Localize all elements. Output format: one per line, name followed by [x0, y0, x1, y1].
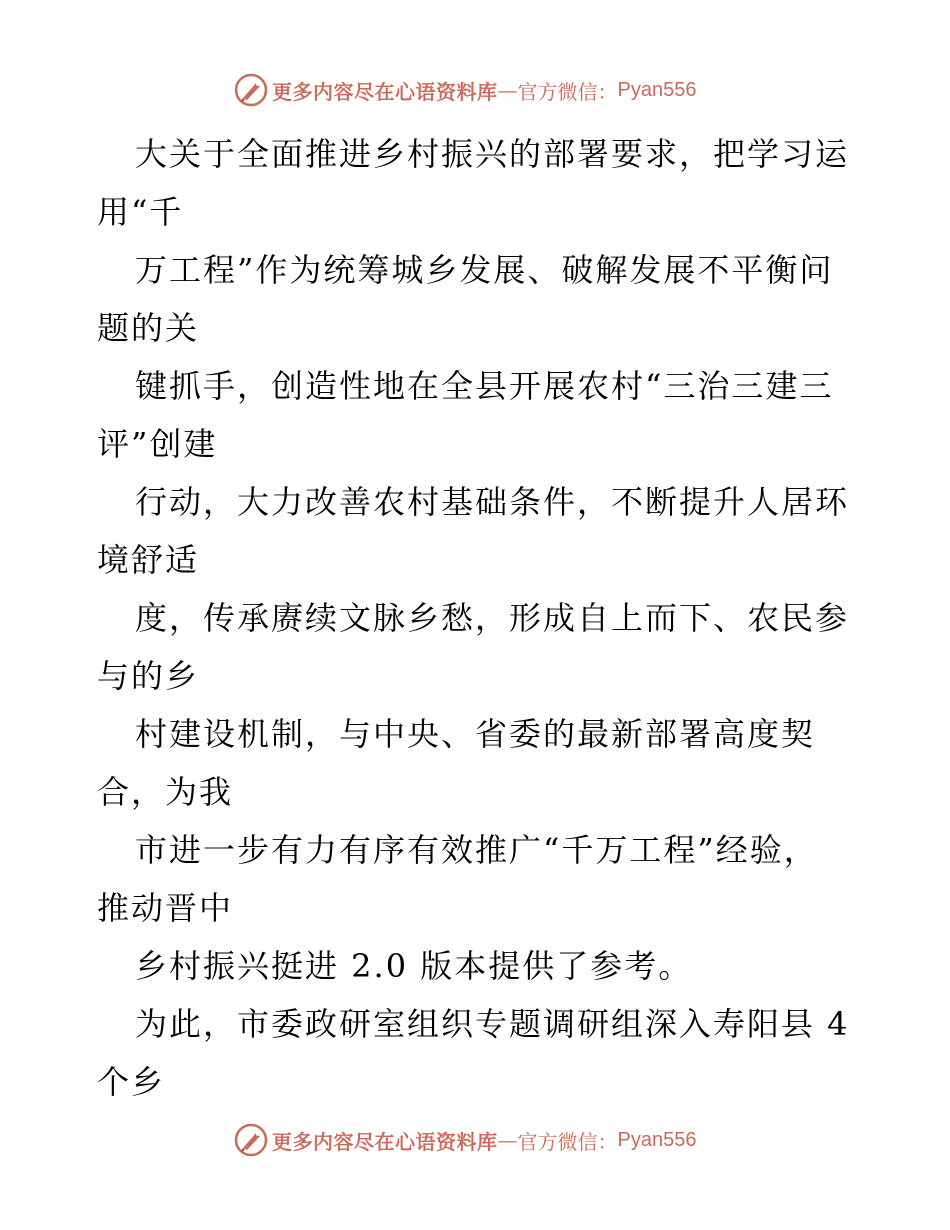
- watermark-wechat-label: 官方微信：: [517, 79, 618, 104]
- watermark-wechat-id: Pyan556: [617, 78, 697, 101]
- watermark-wechat-label: 官方微信：: [517, 1129, 618, 1154]
- text-line: 合，为我: [97, 773, 234, 811]
- text-line: 推动晋中: [97, 889, 234, 927]
- watermark-wechat-id: Pyan556: [617, 1128, 697, 1151]
- text-line: 用“千: [97, 193, 184, 231]
- text-line: 度，传承赓续文脉乡愁，形成自上而下、农民参: [135, 599, 850, 637]
- text-line: 大关于全面推进乡村振兴的部署要求，把学习运: [135, 135, 850, 173]
- watermark-dash: —: [497, 78, 518, 102]
- text-line: 乡村振兴挺进 2.0 版本提供了参考。: [135, 947, 693, 985]
- text-line: 为此，市委政研室组织专题调研组深入寿阳县 4: [135, 1005, 850, 1043]
- text-line: 评”创建: [97, 425, 218, 463]
- body-text: [97, 125, 857, 1111]
- text-line: 题的关: [97, 309, 200, 347]
- footer-watermark: [234, 1123, 696, 1157]
- pen-logo-icon: [234, 1123, 268, 1157]
- text-line: 行动，大力改善农村基础条件，不断提升人居环: [135, 483, 850, 521]
- pen-logo-icon: [234, 73, 268, 107]
- text-line: 境舒适: [97, 541, 200, 579]
- text-line: 与的乡: [97, 657, 200, 695]
- watermark-title: 更多内容尽在心语资料库: [272, 79, 498, 104]
- watermark-dash: —: [497, 1128, 518, 1152]
- text-line: 个乡: [97, 1063, 166, 1101]
- text-line: 键抓手，创造性地在全县开展农村“三治三建三: [135, 367, 834, 405]
- header-watermark: [234, 73, 696, 107]
- text-line: 市进一步有力有序有效推广“千万工程”经验，: [135, 831, 818, 869]
- watermark-title: 更多内容尽在心语资料库: [272, 1129, 498, 1154]
- text-line: 万工程”作为统筹城乡发展、破解发展不平衡问: [135, 251, 834, 289]
- text-line: 村建设机制，与中央、省委的最新部署高度契: [135, 715, 816, 753]
